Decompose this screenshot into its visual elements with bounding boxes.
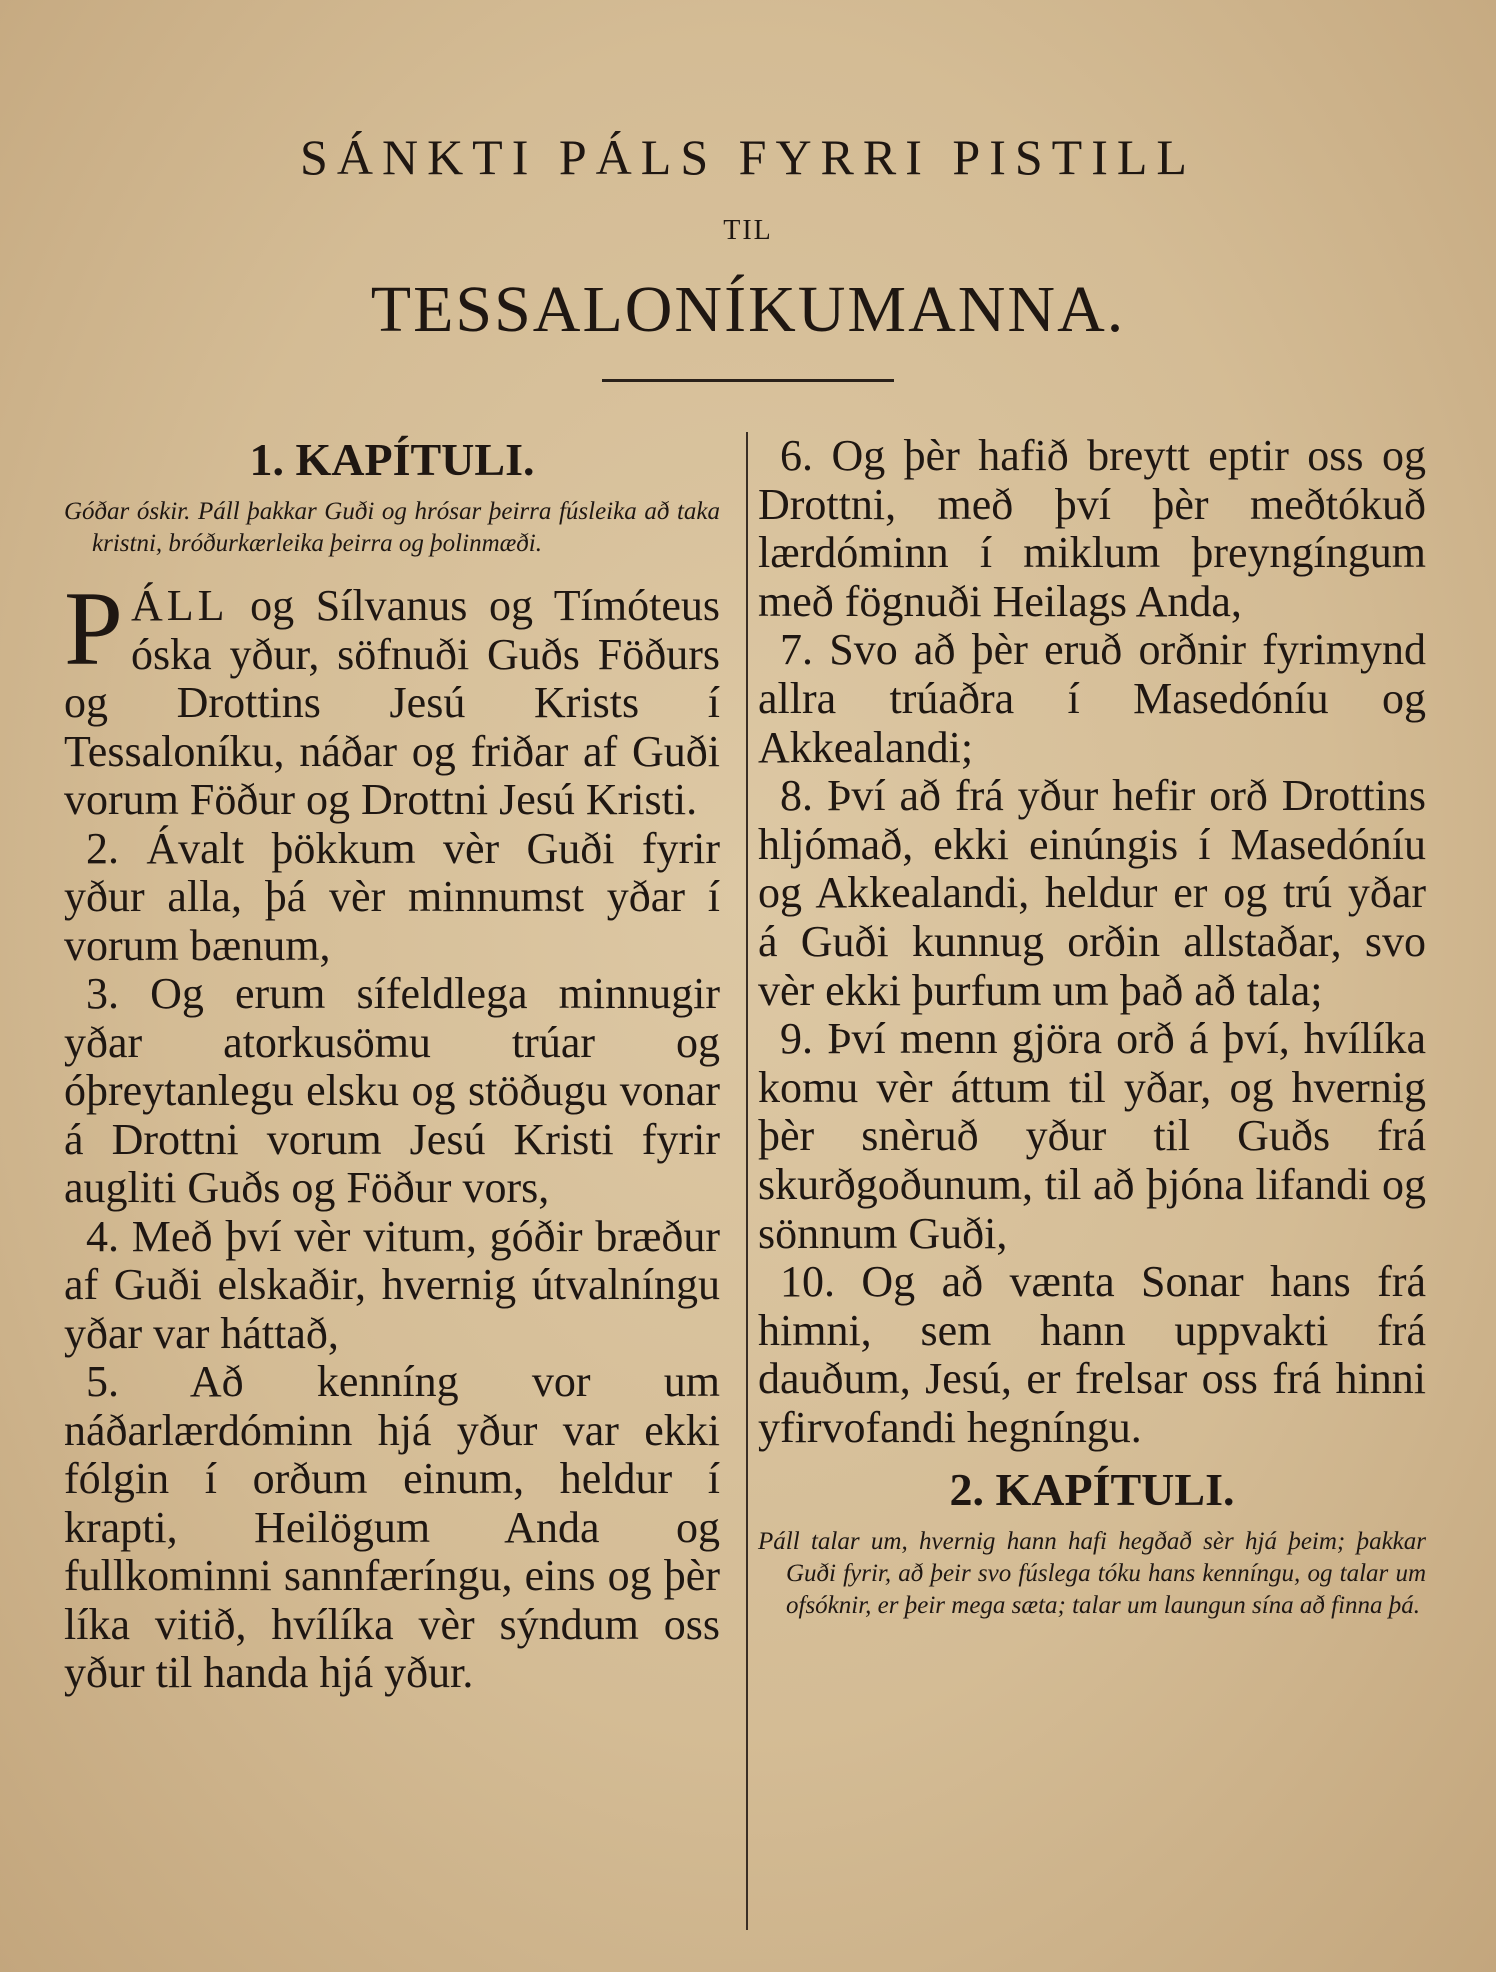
chapter-2-heading: 2. KAPÍTULI. [949, 1464, 1235, 1516]
verse-5: 5. Að kenníng vor um náðarlærdóminn hjá yður var ekki fólgin í orðum einum, heldur í krapti, Heilögum Anda og fullkominni sannfæríngu, eins og þèr líka vitið, hvílíka vèr sýndum oss yður til handa hjá yður. [64, 1357, 720, 1697]
chapter-1-summary: Góðar óskir. Páll þakkar Guði og hrósar þeirra fúsleika að taka kristni, bróðurkærleika þeirra og þolinmæði. [64, 498, 720, 557]
verse-6: 6. Og þèr hafið breytt eptir oss og Drottni, með því þèr meðtókuð lærdóminn í miklum þreyngíngum með fögnuði Heilags Anda, [758, 431, 1426, 626]
verse-10: 10. Og að vænta Sonar hans frá himni, sem hann uppvakti frá dauðum, Jesú, er frelsar oss frá hinni yfirvofandi hegníngu. [758, 1257, 1426, 1452]
chapter-2-summary: Páll talar um, hvernig hann hafi hegðað sèr hjá þeim; þakkar Guði fyrir, að þeir svo fúslega tóku hans kenníngu, og talar um ofsóknir, er þeir mega sæta; talar um laungun sína að finna þá. [758, 1528, 1426, 1620]
column-divider [746, 432, 748, 1930]
verse-4: 4. Með því vèr vitum, góðir bræður af Guði elskaðir, hvernig útvalníngu yðar var háttað, [64, 1211, 720, 1358]
verse-2: 2. Ávalt þökkum vèr Guði fyrir yður alla, þá vèr minnumst yðar í vorum bænum, [64, 823, 720, 970]
chapter-1-heading: 1. KAPÍTULI. [249, 434, 535, 485]
verse-9: 9. Því menn gjöra orð á því, hvílíka komu vèr áttum til yðar, og hvernig þèr snèruð yður til Guðs frá skurðgoðunum, til að þjóna lifandi og sönnum Guði, [758, 1014, 1426, 1258]
left-column [64, 432, 720, 1698]
verse-3: 3. Og erum sífeldlega minnugir yðar atorkusömu trúar og óþreytanlegu elsku og stöðugu vonar á Drottni vorum Jesú Kristi fyrir augliti Guðs og Föður vors, [64, 969, 720, 1212]
title-line-2: TIL [723, 215, 773, 246]
verse-8: 8. Því að frá yður hefir orð Drottins hljómað, ekki einúngis í Masedóníu og Akkealandi, heldur er og trú yðar á Guði kunnug orðin allstaðar, svo vèr ekki þurfum um það að tala; [758, 771, 1426, 1015]
drop-cap: P [64, 570, 123, 687]
title-rule [602, 379, 894, 382]
chapter-1-verses-left [64, 570, 720, 1698]
title-line-1: SÁNKTI PÁLS FYRRI PISTILL [300, 129, 1196, 185]
verse-1 [64, 570, 720, 825]
verse-1-small-caps: ÁLL [130, 581, 229, 630]
right-column [758, 432, 1426, 1622]
verse-1-text: og Sílvanus og Tímóteus óska yður, söfnuði Guðs Föðurs og Drottins Jesú Krists í Tessaloníku, náðar og friðar af Guði vorum Föður og Drottni Jesú Kristi. [64, 581, 720, 824]
title-line-3: TESSALONÍKUMANNA. [370, 273, 1126, 346]
verse-7: 7. Svo að þèr eruð orðnir fyrimynd allra trúaðra í Masedóníu og Akkealandi; [758, 625, 1426, 772]
